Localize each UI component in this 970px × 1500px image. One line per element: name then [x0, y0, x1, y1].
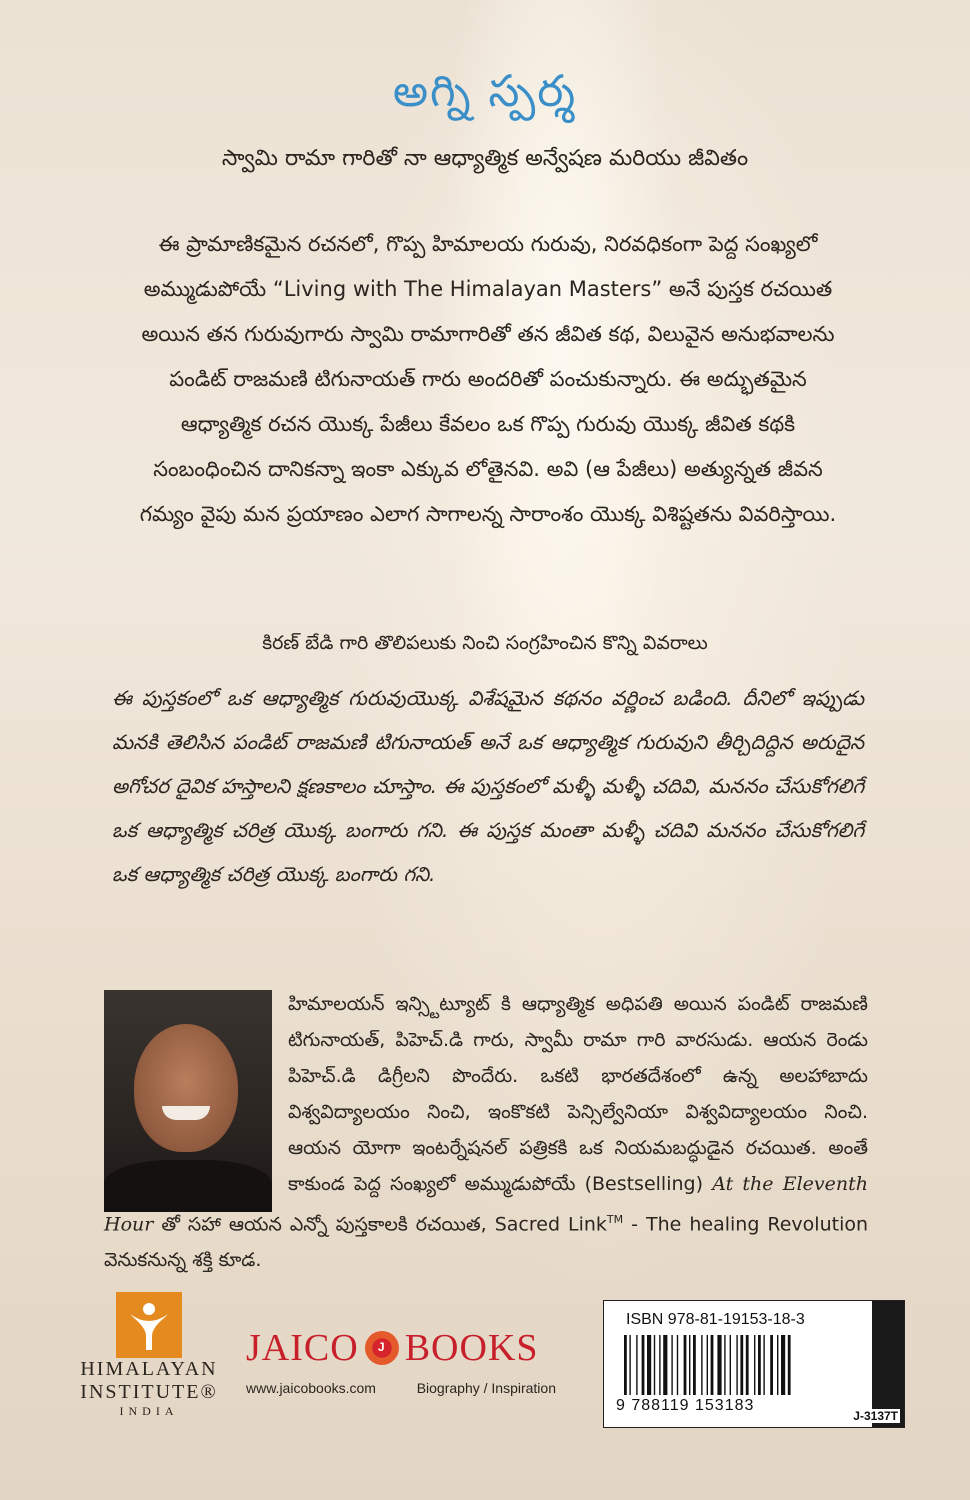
bio-book-title: At the Eleventh Hour: [104, 1173, 868, 1236]
barcode-bar: [736, 1335, 737, 1395]
review-paragraph: ఈ పుస్తకంలో ఒక ఆధ్యాత్మిక గురువుయొక్క విశేషమైన కథనం వర్ణించ బడింది. దీనిలో ఇప్పుడు మనకి తెలిసిన పండిట్ రాజమణి టిగునాయత్ అనే ఒక ఆధ్యాత్మిక గురువుని తీర్చిదిద్దిన అరుదైన అగోచర దైవిక హస్తాలని క్షణకాలం చూస్తాం. ఈ పుస్తకంలో మళ్ళీ మళ్ళీ చదివి, మననం చేసుకోగలిగే ఒక ఆధ్యాత్మిక చరిత్ర యొక్క బంగారు గని. ఈ పుస్తక మంతా మళ్ళీ చదివి మననం చేసుకోగలిగే ఒక ఆధ్యాత్మిక చరిత్ర యొక్క బంగారు గని.: [112, 686, 864, 886]
book-title: అగ్ని స్పర్శ: [392, 66, 578, 117]
author-bio: [104, 986, 868, 1278]
barcode-digits: 9 788119 153183: [616, 1397, 755, 1414]
barcode-bar: [707, 1335, 708, 1395]
barcode-bar: [689, 1335, 690, 1395]
himalayan-logo-icon: [116, 1292, 182, 1358]
isbn-barcode: [603, 1300, 905, 1428]
book-subtitle: స్వామి రామా గారితో నా ఆధ్యాత్మిక అన్వేషణ మరియు జీవితం: [221, 146, 749, 171]
barcode-bar: [642, 1335, 645, 1395]
barcode-bar: [663, 1335, 667, 1395]
barcode-bar: [659, 1335, 660, 1395]
jaico-logo: [246, 1326, 576, 1396]
jaico-website: www.jaicobooks.com: [246, 1380, 376, 1396]
barcode-bar: [684, 1335, 687, 1395]
jaico-sun-letter: J: [377, 1340, 386, 1354]
barcode-bar: [671, 1335, 672, 1395]
barcode-bar: [758, 1335, 761, 1395]
bio-part1: హిమాలయన్ ఇన్స్టిట్యూట్ కి ఆధ్యాత్మిక అధిపతి అయిన పండిట్ రాజమణి టిగునాయత్, పిహెచ్.డి గారు, స్వామీ రామా గారి వారసుడు. ఆయన రెండు పిహెచ్.డి డిగ్రీలని పొందేరు. ఒకటి భారతదేశంలో ఉన్న అలహాబాదు విశ్వవిద్యాలయం నించి, ఇంకొకటి పెన్సిల్వేనియా విశ్వవిద్యాలయం నించి. ఆయన యోగా ఇంటర్నేషనల్ పత్రికకి ఒక నియమబద్ధుడైన రచయిత. అంతే కాకుండ పెద్ద సంఖ్యలో అమ్ముడుపోయే (Bestselling): [288, 993, 868, 1195]
barcode-bar: [770, 1335, 773, 1395]
barcode-bar: [701, 1335, 702, 1395]
barcode-bar: [647, 1335, 651, 1395]
barcode-bar: [624, 1335, 627, 1395]
barcode-bar: [788, 1335, 791, 1395]
jaico-brand-left: JAICO: [246, 1327, 359, 1369]
himalayan-logo-line2: INSTITUTE®: [80, 1381, 218, 1403]
barcode-bar: [730, 1335, 731, 1395]
barcode-bar: [763, 1335, 764, 1395]
himalayan-logo-line1: HIMALAYAN: [80, 1358, 218, 1380]
bio-part2: తో సహా ఆయన ఎన్నో పుస్తకాలకి రచయిత, Sacred Link: [161, 1213, 607, 1236]
barcode-bar: [636, 1335, 637, 1395]
barcode-bar: [777, 1335, 778, 1395]
jaico-sun-icon: [365, 1331, 399, 1365]
review-heading: కిరణ్ బేడి గారి తొలిపలుకు నించి సంగ్రహించిన కొన్ని వివరాలు: [262, 632, 708, 654]
barcode-bars: [624, 1335, 864, 1395]
barcode-bar: [711, 1335, 714, 1395]
photo-spacer: [104, 986, 288, 1202]
barcode-bar: [754, 1335, 755, 1395]
intro-paragraph: ఈ ప్రామాణికమైన రచనలో, గొప్ప హిమాలయ గురువు, నిరవధికంగా పెద్ద సంఖ్యలో అమ్ముడుపోయే “Living with The Himalayan Masters” అనే పుస్తక రచయిత అయిన తన గురువుగారు స్వామి రామాగారితో తన జీవిత కథ, విలువైన అనుభవాలను పండిట్ రాజమణి టిగునాయత్ గారు అందరితో పంచుకున్నారు. ఈ అద్భుతమైన ఆధ్యాత్మిక రచన యొక్క పేజీలు కేవలం ఒక గొప్ప గురువు యొక్క జీవిత కథకి సంబంధించిన దానికన్నా ఇంకా ఎక్కువ లోతైనవి. అవి (ఆ పేజీలు) అత్యున్నత జీవన గమ్యం వైపు మన ప్రయాణం ఎలాగ సాగాలన్న సారాంశం యొక్క విశిష్టతను వివరిస్తాయి.: [139, 232, 837, 526]
jaico-brand-right: BOOKS: [404, 1327, 539, 1369]
product-code: J-3137T: [853, 1409, 898, 1423]
bio-part3: - The healing Revolution వెనుకనున్న శక్తి కూడ.: [104, 1213, 869, 1272]
himalayan-institute-logo: [74, 1292, 224, 1419]
barcode-bar: [677, 1335, 678, 1395]
book-category: Biography / Inspiration: [416, 1380, 556, 1396]
barcode-bar: [740, 1335, 743, 1395]
bio-trademark: TM: [606, 1213, 624, 1226]
barcode-bar: [693, 1335, 696, 1395]
barcode-bar: [781, 1335, 785, 1395]
barcode-bar: [629, 1335, 630, 1395]
barcode-bar: [717, 1335, 721, 1395]
himalayan-logo-line3: INDIA: [119, 1404, 179, 1418]
barcode-bar: [746, 1335, 749, 1395]
barcode-bar: [654, 1335, 655, 1395]
isbn-label: ISBN 978-81-19153-18-3: [626, 1311, 805, 1328]
barcode-bar: [724, 1335, 725, 1395]
